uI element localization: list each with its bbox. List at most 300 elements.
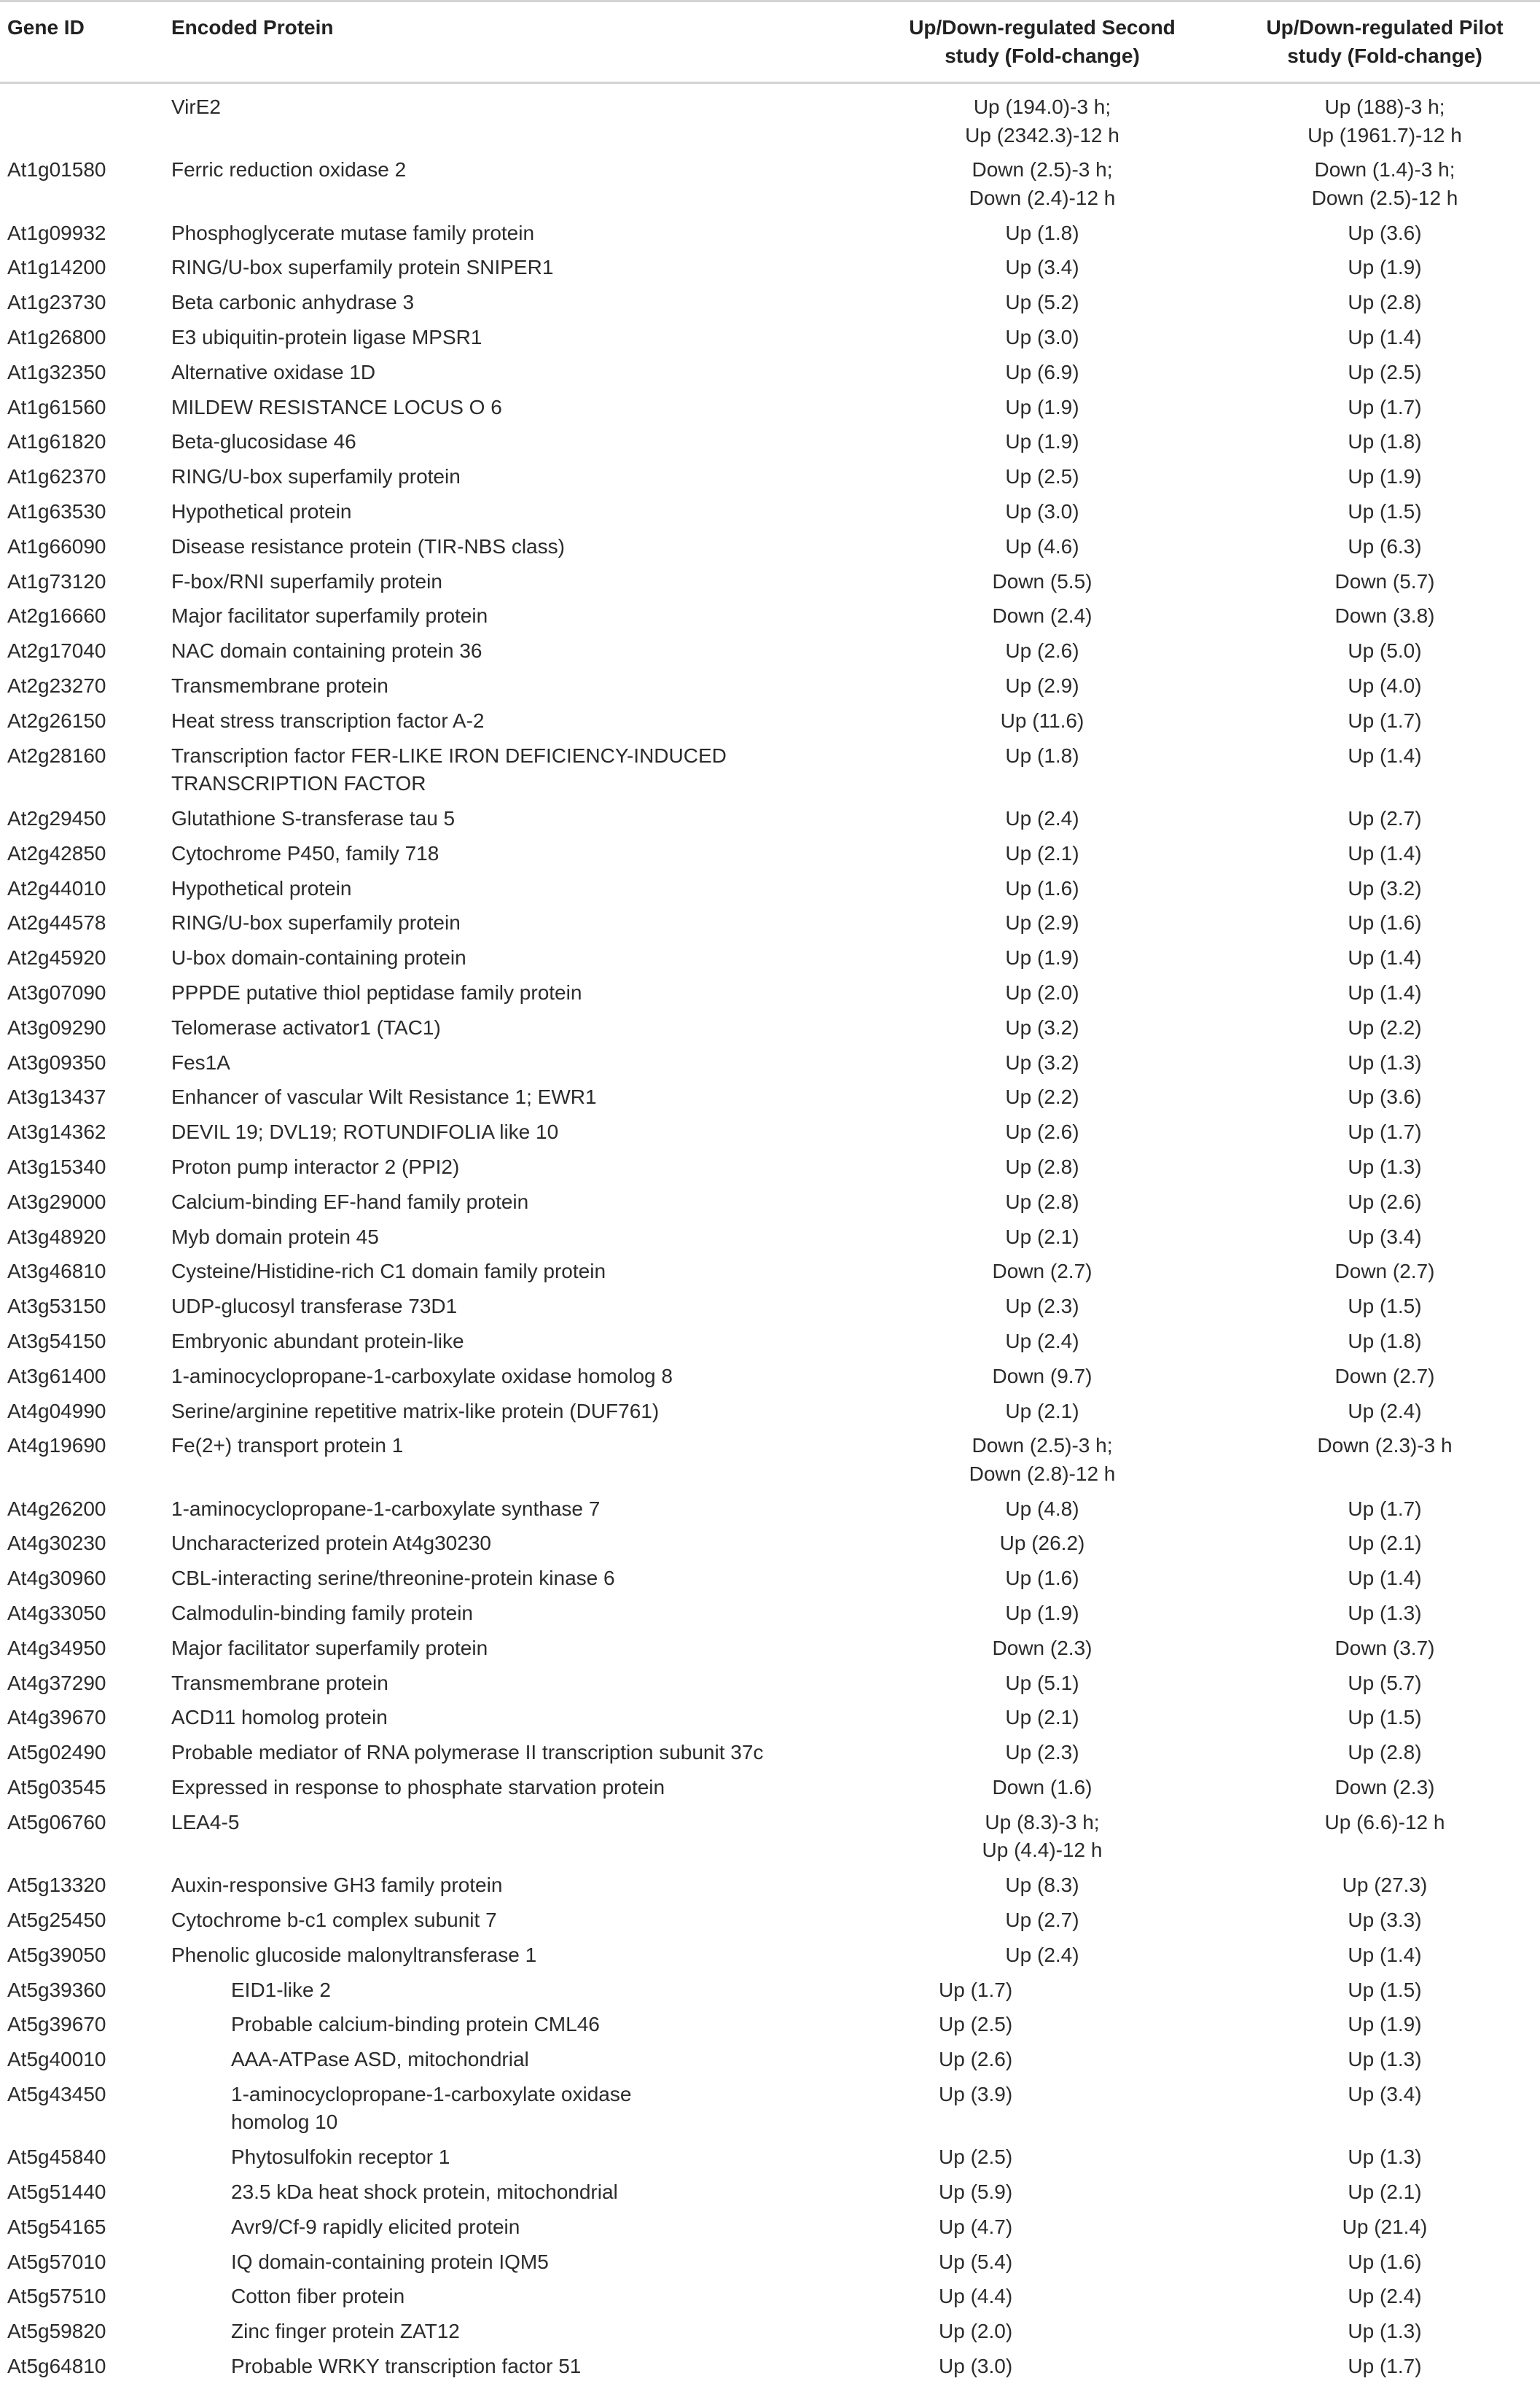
- encoded-protein-cell: 1-aminocyclopropane-1-carboxylate synthase 7: [171, 1497, 601, 1520]
- pilot-study-cell: Up (1.4): [1348, 1943, 1422, 1966]
- second-study-cell: Up (8.3)-3 h; Up (4.4)-12 h: [982, 1810, 1103, 1862]
- encoded-protein-cell: PPPDE putative thiol peptidase family protein: [171, 981, 582, 1004]
- encoded-protein-cell: Beta-glucosidase 46: [171, 430, 356, 453]
- table-row: [0, 1634, 1540, 1663]
- pilot-study-cell: Up (2.8): [1348, 1741, 1422, 1764]
- header-gene-id: Gene ID: [7, 16, 85, 39]
- table-row: [0, 2353, 1540, 2381]
- table-row: [0, 1774, 1540, 1802]
- second-study-cell: Up (5.4): [939, 2250, 1013, 2273]
- encoded-protein-cell: Calmodulin-binding family protein: [171, 1602, 473, 1624]
- pilot-study-cell: Up (1.8): [1348, 1329, 1422, 1352]
- pilot-study-cell: Up (2.7): [1348, 806, 1422, 830]
- pilot-study-cell: Up (5.0): [1348, 639, 1422, 663]
- table-row: [0, 324, 1540, 352]
- table-row: [0, 156, 1540, 212]
- pilot-study-cell: Up (1.9): [1348, 465, 1422, 488]
- second-study-cell: Up (4.6): [1005, 534, 1079, 558]
- pilot-study-cell: Up (3.4): [1348, 2082, 1422, 2105]
- table-row: [0, 909, 1540, 938]
- table-row: [0, 1118, 1540, 1147]
- pilot-study-cell: Up (1.7): [1348, 1497, 1422, 1520]
- encoded-protein-cell: Phosphoglycerate mutase family protein: [171, 221, 535, 244]
- gene-id-cell: At1g14200: [7, 256, 106, 279]
- table-row: [0, 289, 1540, 317]
- second-study-cell: Up (2.6): [1005, 639, 1079, 663]
- pilot-study-cell: Up (6.3): [1348, 534, 1422, 558]
- encoded-protein-cell: MILDEW RESISTANCE LOCUS O 6: [171, 395, 502, 418]
- second-study-cell: Up (1.6): [1005, 876, 1079, 900]
- table-row: [0, 1669, 1540, 1698]
- encoded-protein-cell: AAA-ATPase ASD, mitochondrial: [231, 2048, 529, 2071]
- table-row: [0, 1083, 1540, 1112]
- second-study-cell: Up (2.4): [1005, 806, 1079, 830]
- gene-id-cell: At1g09932: [7, 221, 106, 244]
- encoded-protein-cell: Heat stress transcription factor A-2: [171, 709, 485, 732]
- gene-id-cell: At2g44578: [7, 911, 106, 935]
- pilot-study-cell: Up (1.8): [1348, 430, 1422, 453]
- second-study-cell: Up (26.2): [999, 1532, 1085, 1555]
- second-study-cell: Up (1.7): [939, 1978, 1013, 2001]
- table-row: [0, 533, 1540, 561]
- gene-id-cell: At5g40010: [7, 2048, 106, 2071]
- pilot-study-cell: Up (1.9): [1348, 2013, 1422, 2036]
- gene-id-cell: At2g29450: [7, 806, 106, 830]
- pilot-study-cell: Up (1.9): [1348, 256, 1422, 279]
- second-study-cell: Up (2.9): [1005, 674, 1079, 697]
- second-study-cell: Up (2.1): [1005, 1225, 1079, 1248]
- second-study-cell: Down (2.4): [992, 604, 1093, 628]
- pilot-study-cell: Up (1.3): [1348, 2146, 1422, 2169]
- table-row: [0, 463, 1540, 491]
- second-study-cell: Up (1.8): [1005, 744, 1079, 767]
- encoded-protein-cell: Phenolic glucoside malonyltransferase 1: [171, 1943, 537, 1966]
- second-study-cell: Up (3.2): [1005, 1016, 1079, 1039]
- encoded-protein-cell: Probable WRKY transcription factor 51: [231, 2355, 582, 2377]
- encoded-protein-cell: Telomerase activator1 (TAC1): [171, 1016, 441, 1039]
- gene-id-cell: At3g46810: [7, 1260, 106, 1283]
- pilot-study-cell: Up (2.1): [1348, 1532, 1422, 1555]
- gene-id-cell: At3g48920: [7, 1225, 106, 1248]
- gene-id-cell: At3g29000: [7, 1190, 106, 1213]
- table-row: [0, 1432, 1540, 1488]
- second-study-cell: Up (2.6): [1005, 1121, 1079, 1144]
- table-row: [0, 1398, 1540, 1426]
- gene-id-cell: At5g59820: [7, 2320, 106, 2343]
- second-study-cell: Up (2.3): [1005, 1741, 1079, 1764]
- gene-id-cell: At3g61400: [7, 1364, 106, 1387]
- table-row: [0, 219, 1540, 248]
- table-row: [0, 979, 1540, 1008]
- second-study-cell: Up (11.6): [1000, 709, 1084, 732]
- pilot-study-cell: Up (3.4): [1348, 1225, 1422, 1248]
- table-row: [0, 1809, 1540, 1865]
- pilot-study-cell: Up (4.0): [1348, 674, 1422, 697]
- encoded-protein-cell: Transcription factor FER-LIKE IRON DEFICIENCY-INDUCED TRANSCRIPTION FACTOR: [171, 744, 727, 795]
- pilot-study-cell: Up (2.4): [1348, 2285, 1422, 2308]
- gene-id-cell: At4g19690: [7, 1434, 106, 1457]
- second-study-cell: Up (2.0): [939, 2320, 1013, 2343]
- table-row: [0, 2248, 1540, 2277]
- second-study-cell: Up (3.4): [1005, 256, 1079, 279]
- second-study-cell: Down (2.5)-3 h; Down (2.4)-12 h: [969, 158, 1116, 209]
- encoded-protein-cell: Ferric reduction oxidase 2: [171, 158, 407, 182]
- encoded-protein-cell: Hypothetical protein: [171, 876, 352, 900]
- table-row: [0, 2143, 1540, 2172]
- header-pilot-study: Up/Down-regulated Pilot study (Fold-change): [1266, 16, 1504, 67]
- pilot-study-cell: Down (2.7): [1334, 1260, 1435, 1283]
- pilot-study-cell: Up (2.8): [1348, 291, 1422, 314]
- encoded-protein-cell: Hypothetical protein: [171, 500, 352, 523]
- gene-id-cell: At2g16660: [7, 604, 106, 628]
- second-study-cell: Up (2.1): [1005, 841, 1079, 865]
- gene-id-cell: At5g51440: [7, 2181, 106, 2203]
- pilot-study-cell: Down (2.7): [1334, 1364, 1435, 1387]
- gene-id-cell: At5g57010: [7, 2250, 106, 2273]
- table-row: [0, 1564, 1540, 1593]
- table-row: [0, 1223, 1540, 1252]
- pilot-study-cell: Up (3.6): [1348, 221, 1422, 244]
- pilot-study-cell: Up (27.3): [1342, 1874, 1428, 1897]
- second-study-cell: Up (2.4): [1005, 1943, 1079, 1966]
- table-row: [0, 359, 1540, 387]
- table-row: [0, 1188, 1540, 1217]
- second-study-cell: Up (1.8): [1005, 221, 1079, 244]
- encoded-protein-cell: UDP-glucosyl transferase 73D1: [171, 1295, 458, 1318]
- pilot-study-cell: Up (1.6): [1348, 911, 1422, 935]
- pilot-study-cell: Up (2.2): [1348, 1016, 1422, 1039]
- second-study-cell: Up (3.0): [1005, 500, 1079, 523]
- gene-id-cell: At3g14362: [7, 1121, 106, 1144]
- pilot-study-cell: Down (3.8): [1334, 604, 1435, 628]
- pilot-study-cell: Up (1.4): [1348, 946, 1422, 970]
- pilot-study-cell: Up (1.4): [1348, 1567, 1422, 1590]
- pilot-study-cell: Up (1.4): [1348, 981, 1422, 1004]
- pilot-study-cell: Up (1.7): [1348, 709, 1422, 732]
- encoded-protein-cell: Beta carbonic anhydrase 3: [171, 291, 415, 314]
- second-study-cell: Up (2.9): [1005, 911, 1079, 935]
- gene-id-cell: At5g57510: [7, 2285, 106, 2308]
- encoded-protein-cell: Serine/arginine repetitive matrix-like protein (DUF761): [171, 1399, 660, 1422]
- encoded-protein-cell: Cytochrome P450, family 718: [171, 841, 439, 865]
- encoded-protein-cell: IQ domain-containing protein IQM5: [231, 2250, 549, 2273]
- gene-id-cell: At1g26800: [7, 326, 106, 348]
- gene-id-cell: At2g26150: [7, 709, 106, 732]
- pilot-study-cell: Up (21.4): [1342, 2215, 1428, 2238]
- pilot-study-cell: Up (1.3): [1348, 1051, 1422, 1074]
- encoded-protein-cell: Enhancer of vascular Wilt Resistance 1; EWR1: [171, 1086, 597, 1109]
- encoded-protein-cell: Embryonic abundant protein-like: [171, 1329, 464, 1352]
- second-study-cell: Up (2.5): [939, 2146, 1013, 2169]
- second-study-cell: Up (5.1): [1005, 1671, 1079, 1694]
- table-row: [0, 1704, 1540, 1732]
- pilot-study-cell: Up (2.6): [1348, 1190, 1422, 1213]
- gene-id-cell: At2g17040: [7, 639, 106, 663]
- table-row: [0, 1599, 1540, 1628]
- gene-id-cell: At2g44010: [7, 876, 106, 900]
- encoded-protein-cell: Myb domain protein 45: [171, 1225, 379, 1248]
- gene-id-cell: At3g15340: [7, 1155, 106, 1178]
- pilot-study-cell: Up (1.3): [1348, 1602, 1422, 1624]
- encoded-protein-cell: 23.5 kDa heat shock protein, mitochondrial: [231, 2181, 618, 2203]
- second-study-cell: Up (4.8): [1005, 1497, 1079, 1520]
- second-study-cell: Up (1.9): [1005, 946, 1079, 970]
- encoded-protein-cell: Glutathione S-transferase tau 5: [171, 806, 456, 830]
- table-row: [0, 840, 1540, 868]
- second-study-cell: Down (2.7): [992, 1260, 1093, 1283]
- gene-id-cell: At1g61560: [7, 395, 106, 418]
- pilot-study-cell: Up (2.1): [1348, 2181, 1422, 2203]
- table-row: [0, 1153, 1540, 1182]
- second-study-cell: Up (5.2): [1005, 291, 1079, 314]
- pilot-study-cell: Up (5.7): [1348, 1671, 1422, 1694]
- encoded-protein-cell: Transmembrane protein: [171, 674, 388, 697]
- pilot-study-cell: Up (1.5): [1348, 1295, 1422, 1318]
- pilot-study-cell: Up (3.2): [1348, 876, 1422, 900]
- table-row: [0, 875, 1540, 903]
- pilot-study-cell: Down (2.3): [1334, 1776, 1435, 1799]
- pilot-study-cell: Up (6.6)-12 h: [1324, 1810, 1445, 1834]
- encoded-protein-cell: CBL-interacting serine/threonine-protein kinase 6: [171, 1567, 615, 1590]
- second-study-cell: Up (3.0): [939, 2355, 1013, 2377]
- table-row: [0, 1871, 1540, 1900]
- pilot-study-cell: Up (1.3): [1348, 2320, 1422, 2343]
- gene-id-cell: At3g07090: [7, 981, 106, 1004]
- second-study-cell: Up (2.4): [1005, 1329, 1079, 1352]
- table-row: [0, 2318, 1540, 2346]
- gene-id-cell: At1g66090: [7, 534, 106, 558]
- gene-id-cell: At4g34950: [7, 1636, 106, 1659]
- encoded-protein-cell: Fes1A: [171, 1051, 230, 1074]
- encoded-protein-cell: 1-aminocyclopropane-1-carboxylate oxidase homolog 10: [231, 2082, 632, 2134]
- second-study-cell: Up (2.7): [1005, 1908, 1079, 1931]
- pilot-study-cell: Up (2.4): [1348, 1399, 1422, 1422]
- encoded-protein-cell: RING/U-box superfamily protein SNIPER1: [171, 256, 554, 279]
- table-row: [0, 1739, 1540, 1767]
- gene-id-cell: At5g43450: [7, 2082, 106, 2105]
- second-study-cell: Down (2.5)-3 h; Down (2.8)-12 h: [969, 1434, 1116, 1485]
- second-study-cell: Up (2.6): [939, 2048, 1013, 2071]
- table-row: [0, 672, 1540, 701]
- encoded-protein-cell: Avr9/Cf-9 rapidly elicited protein: [231, 2215, 520, 2238]
- gene-id-cell: At5g39360: [7, 1978, 106, 2001]
- gene-id-cell: At4g26200: [7, 1497, 106, 1520]
- pilot-study-cell: Down (3.7): [1334, 1636, 1435, 1659]
- gene-id-cell: At5g39670: [7, 2013, 106, 2036]
- encoded-protein-cell: Probable calcium-binding protein CML46: [231, 2013, 600, 2036]
- table-row: [0, 1941, 1540, 1970]
- table-row: [0, 498, 1540, 526]
- pilot-study-cell: Up (1.4): [1348, 744, 1422, 767]
- encoded-protein-cell: VirE2: [171, 96, 221, 118]
- table-row: [0, 1293, 1540, 1321]
- table-row: [0, 2011, 1540, 2039]
- encoded-protein-cell: Expressed in response to phosphate starvation protein: [171, 1776, 665, 1799]
- encoded-protein-cell: Fe(2+) transport protein 1: [171, 1434, 404, 1457]
- second-study-cell: Down (5.5): [992, 569, 1093, 593]
- encoded-protein-cell: Cysteine/Histidine-rich C1 domain family protein: [171, 1260, 606, 1283]
- table-row: [0, 602, 1540, 631]
- encoded-protein-cell: F-box/RNI superfamily protein: [171, 569, 442, 593]
- pilot-study-cell: Up (1.5): [1348, 1706, 1422, 1729]
- pilot-study-cell: Up (1.3): [1348, 2048, 1422, 2071]
- table-row: [0, 1258, 1540, 1286]
- second-study-cell: Up (194.0)-3 h; Up (2342.3)-12 h: [965, 96, 1119, 147]
- gene-id-cell: At3g54150: [7, 1329, 106, 1352]
- table-row: [0, 2046, 1540, 2074]
- table-row: [0, 1049, 1540, 1078]
- second-study-cell: Up (1.6): [1005, 1567, 1079, 1590]
- gene-id-cell: At5g25450: [7, 1908, 106, 1931]
- encoded-protein-cell: DEVIL 19; DVL19; ROTUNDIFOLIA like 10: [171, 1121, 559, 1144]
- second-study-cell: Up (2.2): [1005, 1086, 1079, 1109]
- encoded-protein-cell: Disease resistance protein (TIR-NBS class): [171, 534, 565, 558]
- gene-id-cell: At3g53150: [7, 1295, 106, 1318]
- table-row: [0, 1363, 1540, 1391]
- second-study-cell: Up (2.5): [1005, 465, 1079, 488]
- table-row: [0, 428, 1540, 456]
- second-study-cell: Up (2.3): [1005, 1295, 1079, 1318]
- table-row: [0, 805, 1540, 833]
- encoded-protein-cell: Cytochrome b-c1 complex subunit 7: [171, 1908, 497, 1931]
- gene-id-cell: At1g61820: [7, 430, 106, 453]
- table-row: [0, 568, 1540, 596]
- gene-id-cell: At5g02490: [7, 1741, 106, 1764]
- second-study-cell: Up (3.2): [1005, 1051, 1079, 1074]
- header-top-rule: [0, 0, 1540, 2]
- gene-id-cell: At2g28160: [7, 744, 106, 767]
- encoded-protein-cell: LEA4-5: [171, 1810, 240, 1834]
- second-study-cell: Up (2.8): [1005, 1190, 1079, 1213]
- gene-id-cell: At2g45920: [7, 946, 106, 970]
- second-study-cell: Down (1.6): [992, 1776, 1093, 1799]
- encoded-protein-cell: Proton pump interactor 2 (PPI2): [171, 1155, 460, 1178]
- encoded-protein-cell: Major facilitator superfamily protein: [171, 1636, 488, 1659]
- table-row: [0, 2178, 1540, 2207]
- table-row: [0, 1014, 1540, 1043]
- gene-id-cell: At3g09290: [7, 1016, 106, 1039]
- gene-id-cell: At3g09350: [7, 1051, 106, 1074]
- table-row: [0, 707, 1540, 736]
- pilot-study-cell: Up (188)-3 h; Up (1961.7)-12 h: [1308, 96, 1462, 147]
- second-study-cell: Up (1.9): [1005, 430, 1079, 453]
- encoded-protein-cell: NAC domain containing protein 36: [171, 639, 482, 663]
- gene-id-cell: At5g06760: [7, 1810, 106, 1834]
- encoded-protein-cell: ACD11 homolog protein: [171, 1706, 388, 1729]
- gene-id-cell: At5g64810: [7, 2355, 106, 2377]
- pilot-study-cell: Up (1.3): [1348, 1155, 1422, 1178]
- table-row: [0, 1976, 1540, 2005]
- table-row: [0, 1495, 1540, 1524]
- gene-id-cell: At4g33050: [7, 1602, 106, 1624]
- gene-id-cell: At5g39050: [7, 1943, 106, 1966]
- second-study-cell: Up (6.9): [1005, 360, 1079, 383]
- second-study-cell: Up (5.9): [939, 2181, 1013, 2203]
- second-study-cell: Up (2.0): [1005, 981, 1079, 1004]
- encoded-protein-cell: Phytosulfokin receptor 1: [231, 2146, 450, 2169]
- table-row: [0, 93, 1540, 149]
- gene-id-cell: At2g42850: [7, 841, 106, 865]
- pilot-study-cell: Up (1.4): [1348, 841, 1422, 865]
- pilot-study-cell: Up (1.7): [1348, 2355, 1422, 2377]
- table-row: [0, 637, 1540, 666]
- gene-id-cell: At1g62370: [7, 465, 106, 488]
- pilot-study-cell: Up (1.5): [1348, 500, 1422, 523]
- table-row: [0, 254, 1540, 282]
- gene-id-cell: At3g13437: [7, 1086, 106, 1109]
- pilot-study-cell: Up (2.5): [1348, 360, 1422, 383]
- gene-id-cell: At1g32350: [7, 360, 106, 383]
- encoded-protein-cell: Zinc finger protein ZAT12: [231, 2320, 460, 2343]
- pilot-study-cell: Down (5.7): [1334, 569, 1435, 593]
- pilot-study-cell: Up (1.7): [1348, 1121, 1422, 1144]
- second-study-cell: Up (2.1): [1005, 1399, 1079, 1422]
- encoded-protein-cell: Major facilitator superfamily protein: [171, 604, 488, 628]
- pilot-study-cell: Up (1.6): [1348, 2250, 1422, 2273]
- gene-id-cell: At1g73120: [7, 569, 106, 593]
- table-row: [0, 394, 1540, 422]
- table-row: [0, 2213, 1540, 2242]
- gene-id-cell: At1g01580: [7, 158, 106, 182]
- table-row: [0, 742, 1540, 798]
- encoded-protein-cell: U-box domain-containing protein: [171, 946, 466, 970]
- table-row: [0, 1328, 1540, 1356]
- second-study-cell: Up (4.7): [939, 2215, 1013, 2238]
- header-bottom-rule: [0, 82, 1540, 84]
- gene-id-cell: At4g39670: [7, 1706, 106, 1729]
- encoded-protein-cell: Cotton fiber protein: [231, 2285, 405, 2308]
- second-study-cell: Up (8.3): [1005, 1874, 1079, 1897]
- gene-id-cell: At1g23730: [7, 291, 106, 314]
- gene-id-cell: At5g45840: [7, 2146, 106, 2169]
- pilot-study-cell: Up (1.7): [1348, 395, 1422, 418]
- table-row: [0, 944, 1540, 973]
- gene-id-cell: At5g54165: [7, 2215, 106, 2238]
- pilot-study-cell: Up (3.3): [1348, 1908, 1422, 1931]
- encoded-protein-cell: Transmembrane protein: [171, 1671, 388, 1694]
- pilot-study-cell: Down (2.3)-3 h: [1317, 1434, 1453, 1457]
- encoded-protein-cell: 1-aminocyclopropane-1-carboxylate oxidase homolog 8: [171, 1364, 673, 1387]
- pilot-study-cell: Down (1.4)-3 h; Down (2.5)-12 h: [1311, 158, 1458, 209]
- header-encoded-protein: Encoded Protein: [171, 16, 334, 39]
- encoded-protein-cell: RING/U-box superfamily protein: [171, 465, 461, 488]
- encoded-protein-cell: E3 ubiquitin-protein ligase MPSR1: [171, 326, 482, 348]
- second-study-cell: Up (2.1): [1005, 1706, 1079, 1729]
- gene-id-cell: At5g03545: [7, 1776, 106, 1799]
- table-row: [0, 2283, 1540, 2311]
- gene-id-cell: At4g04990: [7, 1399, 106, 1422]
- encoded-protein-cell: RING/U-box superfamily protein: [171, 911, 461, 935]
- pilot-study-cell: Up (1.5): [1348, 1978, 1422, 2001]
- encoded-protein-cell: EID1-like 2: [231, 1978, 331, 2001]
- encoded-protein-cell: Uncharacterized protein At4g30230: [171, 1532, 491, 1555]
- second-study-cell: Down (9.7): [992, 1364, 1093, 1387]
- gene-id-cell: At2g23270: [7, 674, 106, 697]
- header-second-study: Up/Down-regulated Second study (Fold-change): [909, 16, 1176, 67]
- table-row: [0, 1529, 1540, 1558]
- pilot-study-cell: Up (1.4): [1348, 326, 1422, 348]
- table-row: [0, 2081, 1540, 2137]
- gene-id-cell: At1g63530: [7, 500, 106, 523]
- encoded-protein-cell: Auxin-responsive GH3 family protein: [171, 1874, 503, 1897]
- gene-id-cell: At4g30230: [7, 1532, 106, 1555]
- second-study-cell: Up (4.4): [939, 2285, 1013, 2308]
- gene-id-cell: At4g37290: [7, 1671, 106, 1694]
- encoded-protein-cell: Probable mediator of RNA polymerase II transcription subunit 37c: [171, 1741, 764, 1764]
- second-study-cell: Up (3.0): [1005, 326, 1079, 348]
- second-study-cell: Up (2.5): [939, 2013, 1013, 2036]
- second-study-cell: Up (1.9): [1005, 1602, 1079, 1624]
